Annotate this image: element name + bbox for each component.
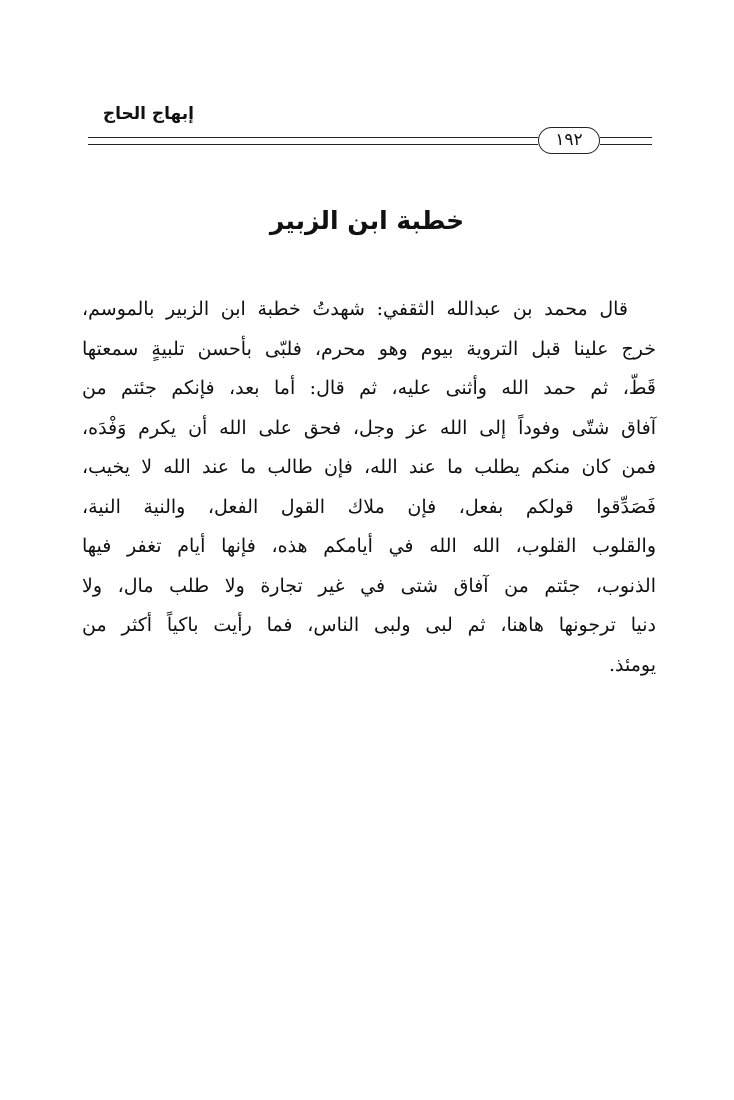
body-line: يومئذ. xyxy=(608,653,656,676)
header-rule-upper-right xyxy=(600,137,652,138)
body-line: قال محمد بن عبدالله الثقفي: شهدتُ خطبة ابن الزبير بالموسم، xyxy=(82,298,628,320)
body-line: فَصَدِّقوا قولكم بفعل، فإن ملاك القول الفعل، والنية النية، xyxy=(82,495,656,518)
section-title: خطبة ابن الزبير xyxy=(269,206,465,235)
header-rule-upper-left xyxy=(88,137,538,138)
body-line: خرج علينا قبل التروية بيوم وهو محرم، فلبّى بأحسن تلبيةٍ سمعتها xyxy=(82,337,656,360)
body-line: دنيا ترجونها هاهنا، ثم لبى ولبى الناس، فما رأيت باكياً أكثر من xyxy=(82,614,656,636)
body-line: فمن كان منكم يطلب ما عند الله، فإن طالب ما عند الله لا يخيب، xyxy=(82,456,656,478)
page-number-frame xyxy=(538,127,600,154)
body-line: قَطّ، ثم حمد الله وأثنى عليه، ثم قال: أما بعد، فإنكم جئتم من xyxy=(82,377,656,399)
body-paragraph xyxy=(82,290,656,685)
page-number: ١٩٢ xyxy=(555,130,583,150)
body-line: آفاق شتّى وفوداً إلى الله عز وجل، فحق على الله أن يكرم وَفْدَه، xyxy=(82,416,656,439)
header-rule-lower-right xyxy=(600,144,652,145)
header-rule-lower-left xyxy=(88,144,538,145)
body-line: الذنوب، جئتم من آفاق شتى في غير تجارة ولا طلب مال، ولا xyxy=(82,574,656,597)
body-line: والقلوب القلوب، الله الله في أيامكم هذه، فإنها أيام تغفر فيها xyxy=(82,535,656,557)
running-header-title: إبهاج الحاج xyxy=(102,104,194,124)
